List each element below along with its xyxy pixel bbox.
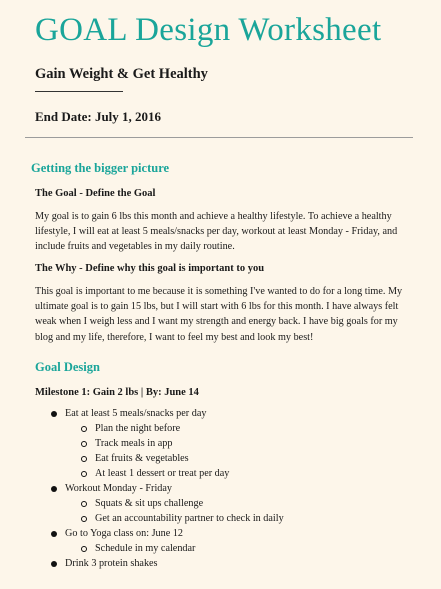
bullet-circle-icon	[81, 456, 87, 462]
bullet-circle-icon	[81, 546, 87, 552]
why-label: The Why - Define why this goal is important to you	[35, 263, 265, 274]
bullet-disc-icon	[51, 411, 57, 417]
goal-subtitle: Gain Weight & Get Healthy	[35, 66, 208, 82]
why-text: This goal is important to me because it is something I've wanted to do for a long time. My ultimate goal is to gain 15 lbs, but I will start with 6 lbs for this month. I have always felt weak when I weigh less and I want my strength and energy back. I have big goals for my blog and my life, therefore, I want to feel my best and look my best!	[35, 286, 403, 343]
sub-list-item: Schedule in my calendar	[95, 543, 196, 554]
goal-label: The Goal - Define the Goal	[35, 188, 156, 199]
bullet-circle-icon	[81, 471, 87, 477]
sub-list-item: Eat fruits & vegetables	[95, 453, 189, 464]
bullet-disc-icon	[51, 486, 57, 492]
sub-list-item: At least 1 dessert or treat per day	[95, 468, 230, 479]
bullet-circle-icon	[81, 516, 87, 522]
sub-list-item: Track meals in app	[95, 438, 173, 449]
section-heading-goal-design: Goal Design	[35, 360, 100, 374]
sub-list-item: Get an accountability partner to check in daily	[95, 513, 284, 524]
bullet-circle-icon	[81, 426, 87, 432]
list-item: Eat at least 5 meals/snacks per day	[65, 408, 207, 419]
list-item: Drink 3 protein shakes	[65, 558, 158, 569]
bullet-disc-icon	[51, 561, 57, 567]
sub-list-item: Plan the night before	[95, 423, 181, 434]
end-date: End Date: July 1, 2016	[35, 109, 162, 124]
goal-text: My goal is to gain 6 lbs this month and achieve a healthy lifestyle. To achieve a healthy lifestyle, I will eat at least 5 meals/snacks per day, workout at least Monday - Friday, and include fruits and vegetables in my daily routine.	[35, 211, 398, 253]
section-heading-bigger-picture: Getting the bigger picture	[31, 161, 170, 175]
bullet-circle-icon	[81, 501, 87, 507]
milestone-label: Milestone 1: Gain 2 lbs | By: June 14	[35, 387, 199, 398]
divider	[25, 137, 413, 138]
bullet-disc-icon	[51, 531, 57, 537]
list-item: Go to Yoga class on: June 12	[65, 528, 184, 539]
sub-list-item: Squats & sit ups challenge	[95, 498, 204, 509]
bullet-circle-icon	[81, 441, 87, 447]
page-title: GOAL Design Worksheet	[35, 12, 382, 48]
list-item: Workout Monday - Friday	[65, 483, 172, 494]
subtitle-underline	[35, 91, 123, 92]
